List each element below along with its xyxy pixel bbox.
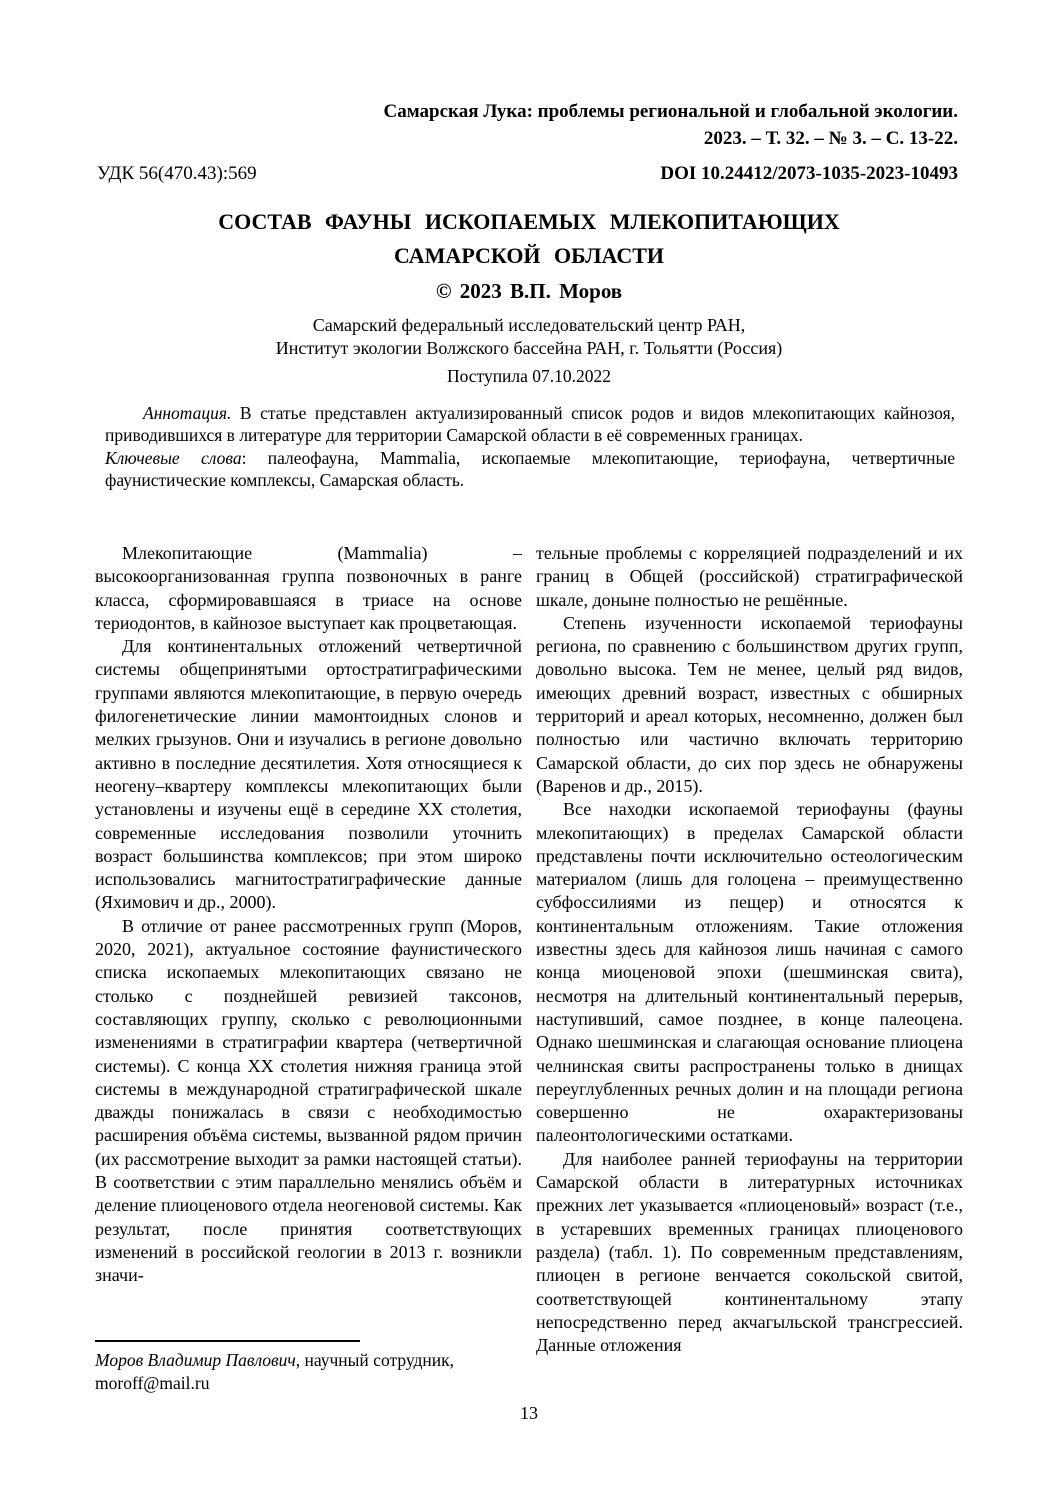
abstract-text: В статье представлен актуализированный список родов и видов млекопитающих кайнозоя, приводившихся в литературе для территории Самарской области в её современных границах. [105,403,955,446]
abstract-paragraph [105,402,955,447]
body-paragraph: Степень изученности ископаемой териофауны региона, по сравнению с большинством других групп, довольно высока. Тем не менее, целый ряд видов, имеющих древний возраст, известных с обширных территорий и ареал которых, несомненно, должен был полностью или частично включать территорию Самарской области, до сих пор здесь не обнаружены (Варенов и др., 2015). [536,612,963,796]
affiliation-line2: Институт экологии Волжского бассейна РАН, г. Тольятти (Россия) [275,338,783,358]
body-paragraph: тельные проблемы с корреляцией подразделений и их границ в Общей (российской) стратиграфической шкале, доныне полностью не решённые. [536,543,963,610]
footnote-author-name: Моров Владимир Павлович [95,1350,296,1370]
journal-title-line: Самарская Лука: проблемы региональной и глобальной экологии. [383,101,958,122]
keywords-label: Ключевые слова [105,447,242,468]
body-paragraph: Для континентальных отложений четвертичной системы общепринятыми ортостратиграфическими группами являются млекопитающие, в первую очередь филогенетические линии мамонтоидных слонов и мелких грызунов. Они и изучались в регионе довольно активно в последние десятилетия. Хотя относящиеся к неогену–квартеру комплексы млекопитающих были установлены и изучены ещё в середине XX столетия, современные исследования позволили уточнить возраст большинства комплексов; при этом широко использовались магнитостратиграфические данные (Яхимович и др., 2000). [95,636,522,913]
copyright-author: © 2023 В.П. Моров [435,279,623,303]
article-title-line2: САМАРСКОЙ ОБЛАСТИ [393,243,665,268]
body-paragraph: Все находки ископаемой териофауны (фауны млекопитающих) в пределах Самарской области представлены почти исключительно остеологическим материалом (лишь для голоцена – преимущественно субфоссилиями из пещер) и относятся к континентальным отложениям. Такие отложения известны здесь для кайнозоя лишь начиная с самого конца миоценовой эпохи (шешминская свита), несмотря на длительный континентальный перерыв, наступивший, самое позднее, в конце палеоцена. Однако шешминская и слагающая основание плиоцена челнинская свиты распространены только в днищах переуглубленных речных долин и на площади региона совершенно не охарактеризованы палеонтологическими остатками. [536,799,963,1146]
body-paragraph: Для наиболее ранней териофауны на территории Самарской области в литературных источниках прежних лет указывается «плиоценовый» возраст (т.е., в устаревших временных границах плиоценового раздела) (табл. 1). По современным представлениям, плиоцен в регионе венчается сокольской свитой, соответствующей континентальному этапу непосредственно перед акчагыльской трансгрессией. Данные отложения [536,1148,963,1356]
keywords-text: : палеофауна, Mammalia, ископаемые млекопитающие, териофауна, четвертичные фаунистические комплексы, Самарская область. [105,447,955,490]
footnote-author-line [95,1349,525,1372]
abstract-label: Аннотация. [143,403,232,423]
abstract-block [105,402,955,491]
affiliation-line1: Самарский федеральный исследовательский центр РАН, [312,315,746,335]
body-left-column [95,542,522,1288]
keywords-paragraph [105,447,955,492]
article-title-line1: СОСТАВ ФАУНЫ ИСКОПАЕМЫХ МЛЕКОПИТАЮЩИХ [218,209,840,234]
body-paragraph: В отличие от ранее рассмотренных групп (Моров, 2020, 2021), актуальное состояние фаунистического списка ископаемых млекопитающих связано не столько с позднейшей ревизией таксонов, составляющих группу, сколько с революционными изменениями в стратиграфии квартера (четвертичной системы). С конца XX столетия нижняя граница этой системы в международной стратиграфической шкале дважды понижалась в связи с необходимостью расширения объёма системы, вызванной рядом причин (их рассмотрение выходит за рамки настоящей статьи). В соответствии с этим параллельно менялись объём и деление плиоценового отдела неогеновой системы. Как результат, после принятия соответствующих изменений в российской геологии в 2013 г. возникли значи- [95,915,522,1286]
journal-issue-line: 2023. – Т. 32. – № 3. – С. 13-22. [703,128,958,149]
received-date: Поступила 07.10.2022 [446,366,612,386]
footnote-email: moroff@mail.ru [95,1373,210,1393]
page-number: 13 [520,1403,538,1423]
udc-code: УДК 56(470.43):569 [97,163,257,184]
body-right-column [536,542,963,1357]
footnote-rule [95,1340,360,1342]
article-title [0,205,1058,273]
journal-header [384,98,958,152]
doi-code: DOI 10.24412/2073-1035-2023-10493 [660,163,958,184]
meta-row [97,163,958,185]
author-footnote [95,1340,525,1395]
body-paragraph: Млекопитающие (Mammalia) – высокоорганизованная группа позвоночных в ранге класса, сформировавшаяся в триасе на основе териодонтов, в кайнозое выступает как процветающая. [95,543,522,633]
footnote-author-role: , научный сотрудник, [295,1350,455,1370]
affiliation [0,314,1058,360]
